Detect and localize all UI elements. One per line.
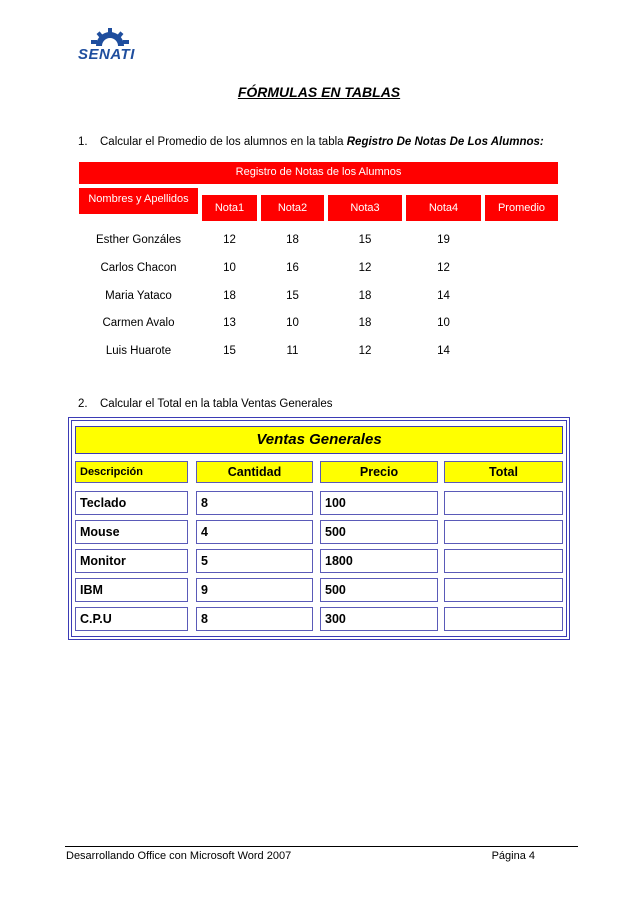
price-cell: 1800 [320, 549, 438, 573]
grade-cell: 15 [358, 234, 372, 246]
footer-text: Desarrollando Office con Microsoft Word 2007 [66, 850, 292, 862]
grade-cell: 18 [358, 290, 372, 302]
grade-cell: 14 [437, 290, 450, 302]
header-nombres: Nombres y Apellidos [79, 188, 198, 214]
table-row [79, 345, 558, 365]
student-name: Carmen Avalo [102, 317, 175, 329]
page-number: Página 4 [491, 850, 535, 862]
instruction-1-text: Calcular el Promedio de los alumnos en la tabla [100, 136, 347, 148]
footer-divider [65, 846, 578, 847]
quantity-cell: 4 [196, 520, 313, 544]
page-title [0, 84, 638, 100]
header-precio: Precio [320, 461, 438, 483]
instruction-2-number: 2. [78, 398, 88, 410]
logo-text: SENATI [78, 46, 135, 63]
grades-table-title: Registro de Notas de los Alumnos [79, 162, 558, 184]
price-cell: 300 [320, 607, 438, 631]
grade-cell: 15 [223, 345, 236, 357]
total-cell[interactable] [444, 549, 563, 573]
table-row [79, 317, 558, 337]
grade-cell: 18 [286, 234, 299, 246]
product-description: Monitor [75, 549, 188, 573]
header-descripcion: Descripción [75, 461, 188, 483]
grade-cell: 18 [358, 317, 372, 329]
grade-cell: 12 [358, 345, 372, 357]
student-name: Carlos Chacon [100, 262, 177, 274]
grade-cell: 12 [437, 262, 450, 274]
instruction-2 [78, 398, 333, 410]
grade-cell: 16 [286, 262, 299, 274]
price-cell: 100 [320, 491, 438, 515]
grade-cell: 15 [286, 290, 299, 302]
table-row [79, 234, 558, 254]
price-cell: 500 [320, 578, 438, 602]
product-description: C.P.U [75, 607, 188, 631]
grade-cell: 12 [223, 234, 236, 246]
quantity-cell: 9 [196, 578, 313, 602]
student-name: Esther Gonzáles [95, 234, 181, 246]
header-promedio: Promedio [485, 195, 558, 221]
header-cantidad: Cantidad [196, 461, 313, 483]
grade-cell: 11 [286, 345, 299, 357]
header-nota2: Nota2 [261, 195, 324, 221]
grade-cell: 10 [223, 262, 236, 274]
instruction-2-text: Calcular el Total en la tabla Ventas Generales [100, 398, 333, 410]
grade-cell: 18 [223, 290, 236, 302]
header-total: Total [444, 461, 563, 483]
grade-cell: 19 [437, 234, 450, 246]
table-row [79, 290, 558, 310]
grade-cell: 14 [437, 345, 450, 357]
instruction-1 [78, 136, 544, 148]
grade-cell: 13 [223, 317, 236, 329]
product-description: IBM [75, 578, 188, 602]
title-part1: FÓRMULAS [237, 84, 318, 100]
grade-cell: 10 [437, 317, 450, 329]
total-cell[interactable] [444, 578, 563, 602]
quantity-cell: 8 [196, 607, 313, 631]
grade-cell: 10 [286, 317, 299, 329]
senati-logo [78, 26, 142, 64]
header-nota4: Nota4 [406, 195, 481, 221]
table-row [79, 262, 558, 282]
title-part3: TABLAS [344, 84, 401, 100]
title-part2: EN [321, 84, 341, 100]
gear-icon [78, 26, 142, 48]
total-cell[interactable] [444, 491, 563, 515]
student-name: Maria Yataco [105, 290, 172, 302]
total-cell[interactable] [444, 607, 563, 631]
instruction-1-bold: Registro De Notas De Los Alumnos: [346, 136, 544, 148]
sales-table-title: Ventas Generales [75, 426, 563, 454]
header-nota3: Nota3 [328, 195, 402, 221]
price-cell: 500 [320, 520, 438, 544]
product-description: Teclado [75, 491, 188, 515]
grades-table-header-row [79, 188, 558, 226]
quantity-cell: 8 [196, 491, 313, 515]
total-cell[interactable] [444, 520, 563, 544]
instruction-1-number: 1. [78, 136, 88, 148]
grade-cell: 12 [358, 262, 372, 274]
product-description: Mouse [75, 520, 188, 544]
header-nota1: Nota1 [202, 195, 257, 221]
quantity-cell: 5 [196, 549, 313, 573]
student-name: Luis Huarote [105, 345, 172, 357]
